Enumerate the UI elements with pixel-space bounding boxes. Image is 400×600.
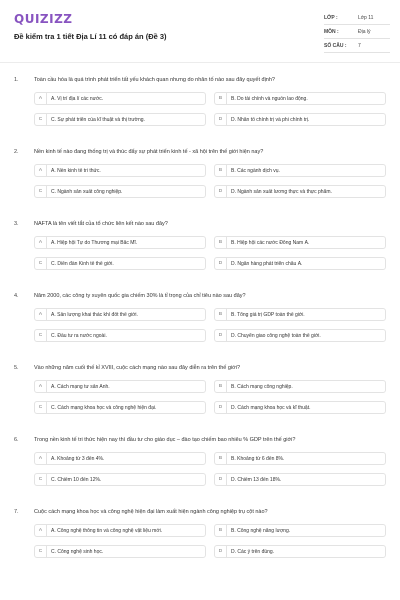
question-number: 4. (14, 293, 19, 299)
question-text: Nền kinh tế nào đang thống trị và thúc đẩy sự phát triển kinh tế - xã hội trên thế giới hiện nay? (34, 149, 264, 155)
answer-option-text: A. Vị trí địa lí các nước. (51, 95, 104, 102)
answer-option-letter: C (35, 546, 47, 557)
answer-option-text: A. Công nghệ thông tin và công nghệ vật liệu mới. (51, 527, 163, 534)
answer-options (34, 236, 386, 278)
answer-option-letter: D (215, 114, 227, 125)
answer-option-letter: B (215, 237, 227, 248)
answer-option[interactable] (34, 113, 206, 126)
answer-option-row (34, 236, 386, 249)
answer-option-row (34, 257, 386, 270)
answer-option[interactable] (34, 92, 206, 105)
question-text: Cuộc cách mạng khoa học và công nghệ hiện đại làm xuất hiện ngành công nghiệp trụ cột nào? (34, 509, 268, 515)
answer-option-row (34, 524, 386, 537)
question-item (0, 360, 400, 432)
answer-option[interactable] (34, 308, 206, 321)
answer-option-letter: D (215, 402, 227, 413)
answer-option-letter: B (215, 525, 227, 536)
answer-option-text: D. Ngành sản xuất lương thực và thực phẩm. (231, 188, 332, 195)
answer-option-letter: D (215, 546, 227, 557)
answer-option-text: D. Nhân tố chính trị và phi chính trị. (231, 116, 310, 123)
answer-option-row (34, 380, 386, 393)
answer-option-letter: B (215, 93, 227, 104)
answer-option-row (34, 329, 386, 342)
answer-option-text: B. Các ngành dịch vụ. (231, 167, 280, 174)
answer-option-letter: B (215, 453, 227, 464)
answer-option-text: B. Tổng giá trị GDP toàn thế giới. (231, 311, 305, 318)
question-number: 1. (14, 77, 19, 83)
answer-option[interactable] (34, 257, 206, 270)
answer-option-text: C. Chiếm 10 đến 12%. (51, 476, 102, 483)
meta-label-class: LỚP : (324, 14, 338, 21)
answer-option-text: A. Khoảng từ 3 đến 4%. (51, 455, 105, 462)
question-number: 5. (14, 365, 19, 371)
answer-option-row (34, 113, 386, 126)
answer-options (34, 164, 386, 206)
answer-option-row (34, 473, 386, 486)
answer-option-row (34, 545, 386, 558)
answer-option-text: B. Do tài chính và nguồn lao động. (231, 95, 308, 102)
answer-options (34, 92, 386, 134)
answer-option-letter: B (215, 309, 227, 320)
answer-option[interactable] (214, 401, 386, 414)
answer-option[interactable] (214, 380, 386, 393)
answer-option-letter: A (35, 309, 47, 320)
answer-option-letter: C (35, 330, 47, 341)
answer-options (34, 308, 386, 350)
meta-value-class: Lớp 11 (358, 14, 374, 21)
worksheet-title: Đề kiểm tra 1 tiết Địa Lí 11 có đáp án (Đề 3) (14, 32, 167, 41)
answer-option[interactable] (34, 524, 206, 537)
header-divider (0, 62, 400, 63)
answer-option-row (34, 92, 386, 105)
answer-option[interactable] (214, 473, 386, 486)
answer-option-text: A. Sản lượng khai thác khí đốt thế giới. (51, 311, 138, 318)
answer-option-letter: A (35, 453, 47, 464)
answer-option-row (34, 308, 386, 321)
question-number: 3. (14, 221, 19, 227)
answer-option[interactable] (34, 236, 206, 249)
answer-option-letter: C (35, 258, 47, 269)
answer-option[interactable] (214, 452, 386, 465)
question-item (0, 432, 400, 504)
answer-option-text: D. Chuyển giao công nghệ toàn thế giới. (231, 332, 321, 339)
answer-option-text: C. Công nghệ sinh học. (51, 548, 104, 555)
answer-option-text: B. Cách mạng công nghiệp. (231, 383, 293, 390)
worksheet-meta (324, 11, 390, 53)
question-number: 2. (14, 149, 19, 155)
meta-value-question-count: 7 (358, 42, 361, 49)
answer-option-row (34, 401, 386, 414)
answer-option-letter: A (35, 93, 47, 104)
answer-option-text: C. Cách mạng khoa học và công nghệ hiện đại. (51, 404, 157, 411)
answer-option[interactable] (214, 113, 386, 126)
answer-option[interactable] (214, 164, 386, 177)
answer-option[interactable] (214, 545, 386, 558)
question-number: 7. (14, 509, 19, 515)
quizizz-logo[interactable]: QUIZIZZ (14, 12, 73, 26)
answer-option-letter: A (35, 525, 47, 536)
answer-option-row (34, 185, 386, 198)
answer-option-letter: D (215, 474, 227, 485)
answer-option[interactable] (214, 329, 386, 342)
answer-option-text: D. Cách mạng khoa học và kĩ thuật. (231, 404, 311, 411)
question-number: 6. (14, 437, 19, 443)
answer-option[interactable] (34, 545, 206, 558)
answer-option[interactable] (34, 401, 206, 414)
answer-options (34, 452, 386, 494)
question-text: Toàn cầu hóa là quá trình phát triển tất yếu khách quan nhưng do nhân tố nào sau đây quyết định? (34, 77, 275, 83)
answer-option[interactable] (214, 236, 386, 249)
answer-option-text: B. Khoảng từ 6 đến 8%. (231, 455, 285, 462)
answer-option[interactable] (34, 185, 206, 198)
answer-option[interactable] (214, 185, 386, 198)
answer-option[interactable] (214, 257, 386, 270)
question-item (0, 216, 400, 288)
answer-option-text: D. Các ý trên đúng. (231, 548, 275, 555)
answer-option-letter: C (35, 114, 47, 125)
answer-option-text: B. Công nghệ năng lượng. (231, 527, 291, 534)
answer-option-letter: A (35, 381, 47, 392)
answer-option-text: D. Ngân hàng phát triển châu Á. (231, 260, 303, 267)
answer-options (34, 380, 386, 422)
answer-option[interactable] (34, 452, 206, 465)
answer-option-row (34, 164, 386, 177)
question-item (0, 504, 400, 576)
answer-option[interactable] (34, 329, 206, 342)
answer-option-letter: D (215, 186, 227, 197)
answer-option-text: A. Hiệp hội Tự do Thương mại Bắc Mĩ. (51, 239, 138, 246)
answer-option-text: C. Sự phát triển của kĩ thuật và thị trường. (51, 116, 145, 123)
answer-option[interactable] (34, 164, 206, 177)
answer-option-letter: D (215, 258, 227, 269)
question-text: Năm 2000, các công ty xuyên quốc gia chiếm 30% là tỉ trọng của chỉ tiêu nào sau đây? (34, 293, 246, 299)
meta-row-question-count (324, 39, 390, 53)
answer-option-letter: A (35, 165, 47, 176)
answer-option-text: C. Ngành sản xuất công nghiệp. (51, 188, 123, 195)
answer-option-letter: B (215, 165, 227, 176)
answer-options (34, 524, 386, 566)
meta-value-subject: Địa lý (358, 28, 371, 35)
answer-option-text: C. Diễn đàn Kinh tế thế giới. (51, 260, 114, 267)
answer-option-letter: D (215, 330, 227, 341)
meta-label-subject: MÔN : (324, 28, 339, 35)
answer-option[interactable] (214, 308, 386, 321)
meta-label-question-count: SỐ CÂU : (324, 42, 347, 49)
question-item (0, 288, 400, 360)
question-item (0, 72, 400, 144)
meta-row-class (324, 11, 390, 25)
answer-option-letter: C (35, 186, 47, 197)
answer-option-text: A. Nền kinh tế tri thức. (51, 167, 101, 174)
answer-option-letter: C (35, 402, 47, 413)
answer-option-letter: C (35, 474, 47, 485)
question-text: Trong nền kinh tế tri thức hiện nay thì đầu tư cho giáo dục – đào tạo chiếm bao nhiêu % GDP trên thế giới? (34, 437, 296, 443)
answer-option[interactable] (214, 524, 386, 537)
answer-option-text: B. Hiệp hội các nước Đông Nam Á. (231, 239, 310, 246)
answer-option-row (34, 452, 386, 465)
answer-option[interactable] (214, 92, 386, 105)
meta-row-subject (324, 25, 390, 39)
question-text: Vào những năm cuối thế kỉ XVIII, cuộc cách mạng nào sau đây diễn ra trên thế giới? (34, 365, 241, 371)
answer-option-text: A. Cách mạng tư sản Anh. (51, 383, 110, 390)
question-text: NAFTA là tên viết tắt của tổ chức liên kết nào sau đây? (34, 221, 168, 227)
question-item (0, 144, 400, 216)
question-list (0, 72, 400, 576)
answer-option-letter: B (215, 381, 227, 392)
answer-option[interactable] (34, 380, 206, 393)
answer-option-text: D. Chiếm 13 đến 18%. (231, 476, 282, 483)
answer-option-text: C. Đầu tư ra nước ngoài. (51, 332, 107, 339)
answer-option-letter: A (35, 237, 47, 248)
answer-option[interactable] (34, 473, 206, 486)
